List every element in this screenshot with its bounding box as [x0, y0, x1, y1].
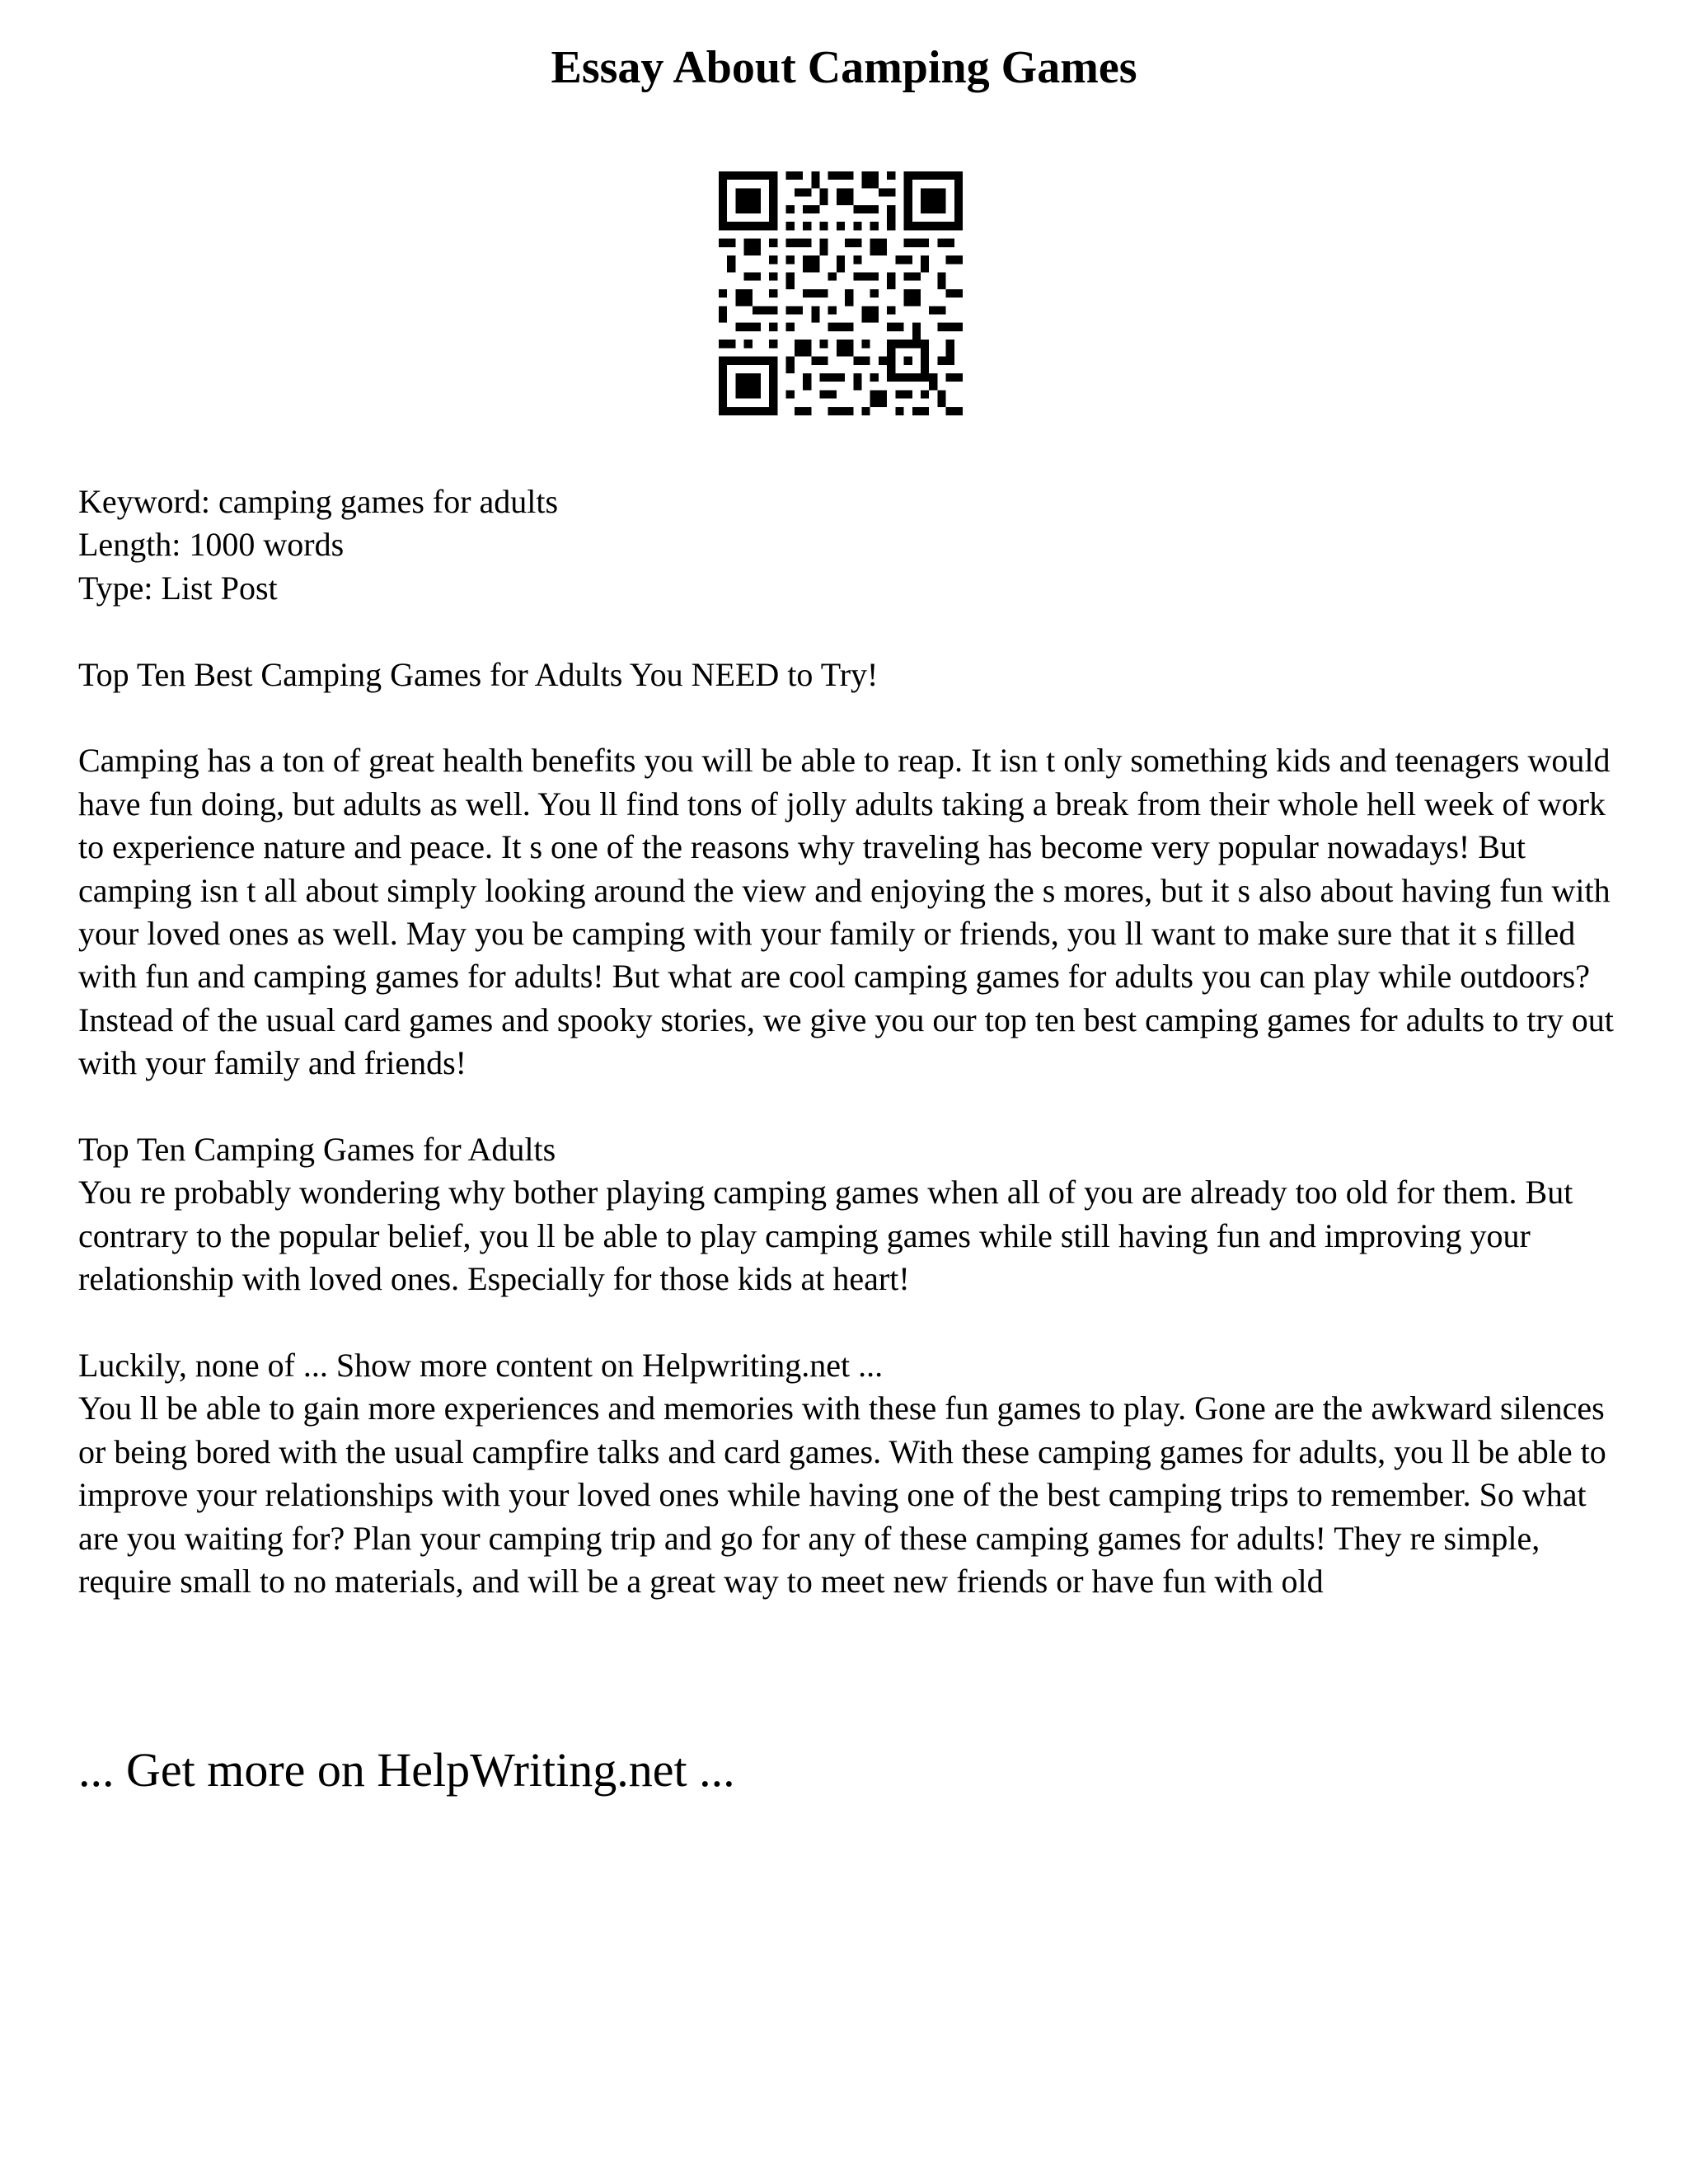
meta-type: Type: List Post — [78, 569, 278, 607]
article-headline: Top Ten Best Camping Games for Adults You NEED to Try! — [78, 655, 879, 693]
get-more-link[interactable]: ... Get more on HelpWriting.net ... — [78, 1743, 735, 1797]
qr-code-icon — [719, 171, 963, 415]
meta-length: Length: 1000 words — [78, 526, 345, 564]
show-more-line: Luckily, none of ... Show more content on Helpwriting.net ... — [78, 1347, 884, 1385]
section-heading: Top Ten Camping Games for Adults — [78, 1131, 556, 1169]
document-body — [78, 480, 1628, 1604]
section-paragraph: You re probably wondering why bother playing camping games when all of you are already too old for them. But contrary to the popular belief, you ll be able to play camping games while still having fun and improving your relationship with loved ones. Especially for those kids at heart! — [78, 1174, 1573, 1298]
closing-paragraph: You ll be able to gain more experiences and memories with these fun games to play. Gone are the awkward silences or being bored with the usual campfire talks and card games. With these camping games for adults, you ll be able to improve your relationships with your loved ones while having one of the best camping trips to remember. So what are you waiting for? Plan your camping trip and go for any of these camping games for adults! They re simple, require small to no materials, and will be a great way to meet new friends or have fun with old — [78, 1390, 1606, 1601]
intro-paragraph: Camping has a ton of great health benefits you will be able to reap. It isn t only something kids and teenagers would have fun doing, but adults as well. You ll find tons of jolly adults taking a break from their whole hell week of work to experience nature and peace. It s one of the reasons why traveling has become very popular nowadays! But camping isn t all about simply looking around the view and enjoying the s mores, but it s also about having fun with your loved ones as well. May you be camping with your family or friends, you ll want to make sure that it s filled with fun and camping games for adults! But what are cool camping games for adults you can play while outdoors? Instead of the usual card games and spooky stories, we give you our top ten best camping games for adults to try out with your family and friends! — [78, 742, 1614, 1082]
document-title: Essay About Camping Games — [551, 42, 1137, 93]
meta-keyword: Keyword: camping games for adults — [78, 483, 559, 520]
